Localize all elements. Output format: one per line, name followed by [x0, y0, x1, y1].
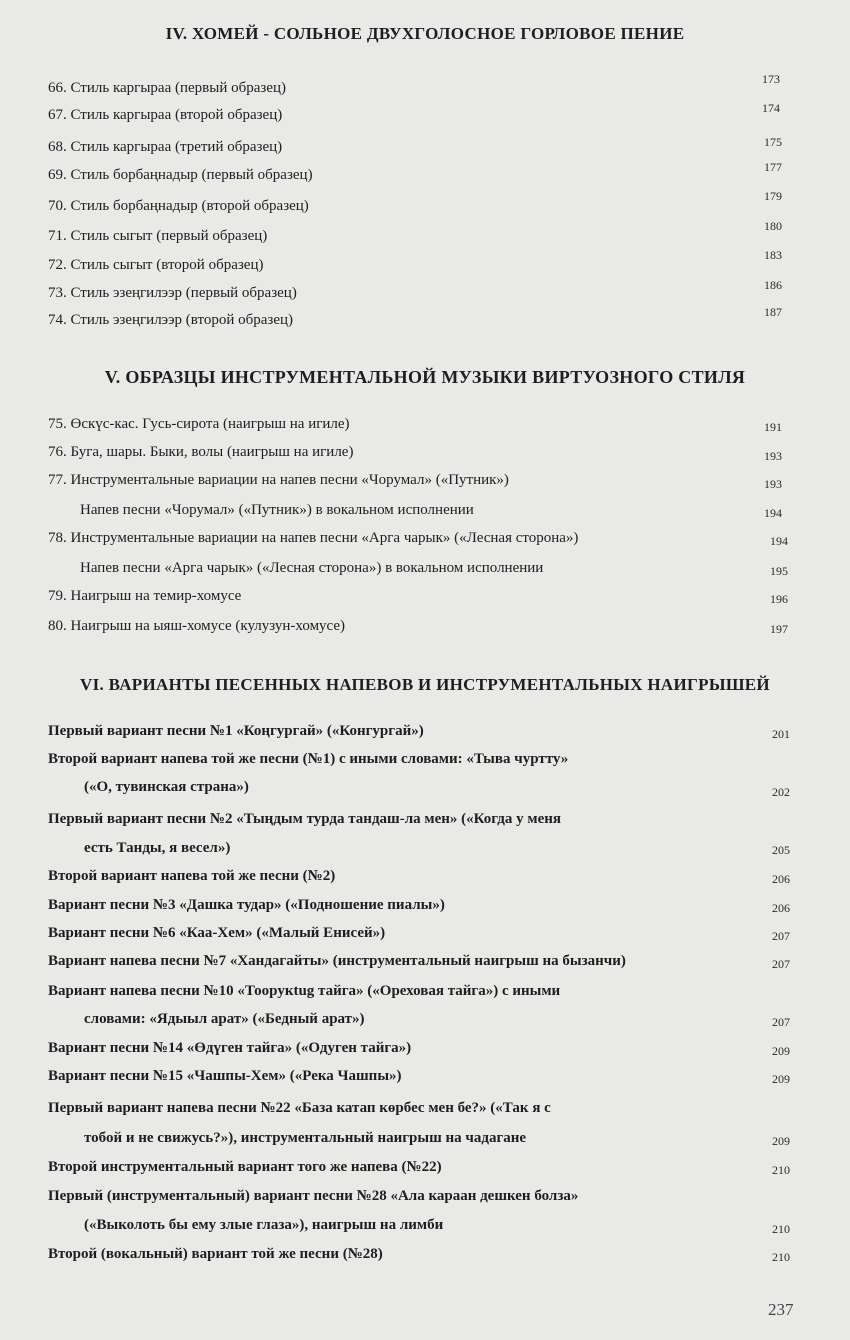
toc-page: 207 [772, 957, 790, 971]
toc-entry: Вариант песни №15 «Чашпы-Хем» («Река Чашпы») [48, 1068, 402, 1084]
toc-page: 187 [764, 305, 782, 319]
toc-entry: тобой и не свижусь?»), инструментальный наигрыш на чадагане [84, 1130, 527, 1146]
toc-page: 177 [764, 160, 782, 174]
toc-page: 196 [770, 592, 788, 606]
toc-page: 206 [772, 872, 790, 886]
toc-entry: 67. Стиль каргыраа (второй образец) [48, 107, 283, 123]
toc-entry: 72. Стиль сыгыт (второй образец) [48, 257, 264, 273]
toc-page: 210 [772, 1163, 790, 1177]
toc-entry: Напев песни «Чорумал» («Путник») в вокальном исполнении [80, 502, 474, 518]
toc-page: 209 [772, 1072, 790, 1086]
toc-entry: Вариант песни №6 «Каа-Хем» («Малый Енисей») [48, 925, 386, 941]
toc-page: 193 [764, 449, 782, 463]
section-title-v: V. ОБРАЗЦЫ ИНСТРУМЕНТАЛЬНОЙ МУЗЫКИ ВИРТУОЗНОГО СТИЛЯ [104, 367, 746, 387]
toc-entry: 69. Стиль борбаңнадыр (первый образец) [48, 167, 313, 183]
toc-entry: Вариант напева песни №10 «Тоорукtug тайга» («Ореховая тайга») с иными [48, 983, 561, 999]
toc-entry: Первый вариант напева песни №22 «База катап көрбес мен бе?» («Так я с [48, 1100, 551, 1116]
toc-page: 174 [762, 101, 780, 115]
toc-entry: есть Танды, я весел») [84, 840, 231, 856]
toc-entry: 76. Буга, шары. Быки, волы (наигрыш на игиле) [48, 444, 354, 460]
toc-entry: 71. Стиль сыгыт (первый образец) [48, 228, 268, 244]
toc-entry: словами: «Ядыыл арат» («Бедный арат») [84, 1011, 365, 1027]
toc-page: 210 [772, 1250, 790, 1264]
toc-entry: Первый вариант песни №1 «Коңгургай» («Конгургай») [48, 723, 424, 739]
toc-page: 210 [772, 1222, 790, 1236]
toc-entry: 73. Стиль эзеңгилээр (первый образец) [48, 285, 297, 301]
toc-page: 191 [764, 420, 782, 434]
toc-entry: Первый вариант песни №2 «Тыңдым турда тандаш-ла мен» («Когда у меня [48, 811, 562, 827]
toc-entry: 68. Стиль каргыраа (третий образец) [48, 139, 283, 155]
toc-page: 205 [772, 843, 790, 857]
toc-entry: 79. Наигрыш на темир-хомусе [48, 588, 242, 604]
toc-entry: Вариант напева песни №7 «Хандагайты» (инструментальный наигрыш на бызанчи) [48, 953, 626, 969]
toc-page: 179 [764, 189, 782, 203]
toc-page: 207 [772, 1015, 790, 1029]
toc-entry: 75. Өскүс-кас. Гусь-сирота (наигрыш на игиле) [48, 416, 350, 432]
toc-entry: Вариант песни №3 «Дашка тудар» («Подношение пиалы») [48, 897, 445, 913]
toc-page: 175 [764, 135, 782, 149]
toc-page: 195 [770, 564, 788, 578]
toc-page: 180 [764, 219, 782, 233]
toc-page: 202 [772, 785, 790, 799]
toc-entry: («Выколоть бы ему злые глаза»), наигрыш на лимби [84, 1217, 444, 1233]
page-number: 237 [768, 1300, 794, 1319]
toc-page: 197 [770, 622, 788, 636]
toc-page: 173 [762, 72, 780, 86]
toc-page: 194 [770, 534, 788, 548]
toc-entry: 66. Стиль каргыраа (первый образец) [48, 80, 286, 96]
toc-entry: («О, тувинская страна») [84, 779, 249, 795]
toc-entry: Вариант песни №14 «Өдүген тайга» («Одуген тайга») [48, 1040, 412, 1056]
toc-entry: Второй инструментальный вариант того же напева (№22) [48, 1159, 442, 1175]
toc-page: 207 [772, 929, 790, 943]
toc-page: 186 [764, 278, 782, 292]
toc-entry: 74. Стиль эзеңгилээр (второй образец) [48, 312, 294, 328]
toc-page: 209 [772, 1044, 790, 1058]
toc-page: 206 [772, 901, 790, 915]
toc-entry: Второй вариант напева той же песни (№2) [48, 868, 336, 884]
toc-page: 209 [772, 1134, 790, 1148]
toc-page: 201 [772, 727, 790, 741]
toc-entry: Первый (инструментальный) вариант песни №28 «Ала караан дешкен болза» [48, 1188, 579, 1204]
toc-entry: Второй (вокальный) вариант той же песни (№28) [48, 1246, 383, 1262]
toc-entry: Второй вариант напева той же песни (№1) с иными словами: «Тыва чуртту» [48, 751, 569, 767]
toc-entry: 70. Стиль борбаңнадыр (второй образец) [48, 198, 309, 214]
toc-entry: 80. Наигрыш на ыяш-хомусе (кулузун-хомусе) [48, 618, 346, 634]
toc-page: 183 [764, 248, 782, 262]
toc-entry: 78. Инструментальные вариации на напев песни «Арга чарык» («Лесная сторона») [48, 530, 579, 546]
toc-entry: Напев песни «Арга чарык» («Лесная сторона») в вокальном исполнении [80, 560, 544, 576]
toc-page: 194 [764, 506, 782, 520]
toc-entry: 77. Инструментальные вариации на напев песни «Чорумал» («Путник») [48, 472, 509, 488]
section-title-iv: IV. ХОМЕЙ - СОЛЬНОЕ ДВУХГОЛОСНОЕ ГОРЛОВОЕ ПЕНИЕ [165, 24, 685, 43]
toc-page: 193 [764, 477, 782, 491]
section-title-vi: VI. ВАРИАНТЫ ПЕСЕННЫХ НАПЕВОВ И ИНСТРУМЕНТАЛЬНЫХ НАИГРЫШЕЙ [80, 675, 770, 694]
